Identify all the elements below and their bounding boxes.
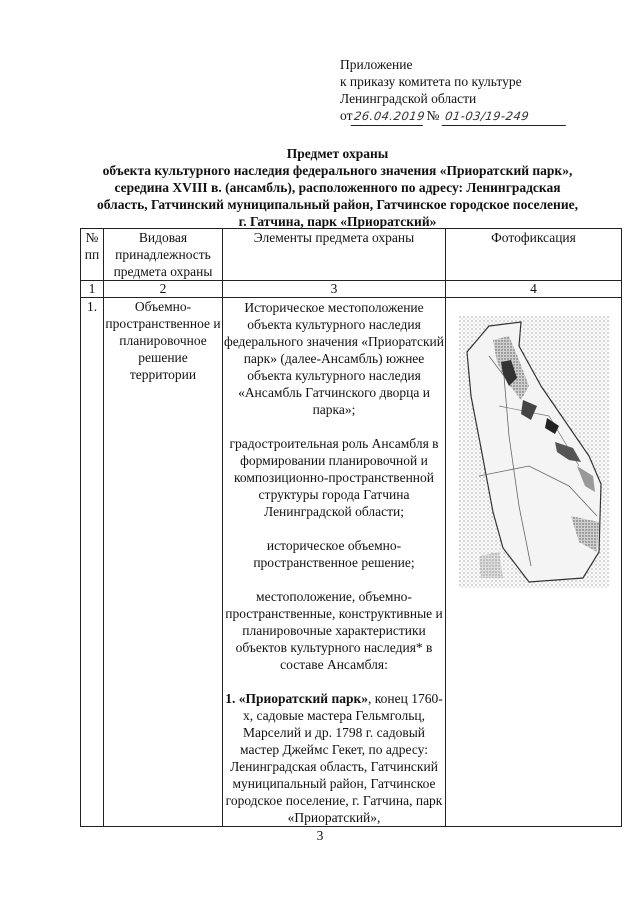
element-p4: местоположение, объемно-пространственные, конструктивные и планировочные характеристики объектов культурного наследия* в составе Ансамбля: — [225, 589, 443, 672]
table-header-row — [81, 229, 622, 281]
number-label: № — [426, 108, 440, 123]
colnum-2: 2 — [104, 281, 223, 298]
header-elements: Элементы предмета охраны — [223, 229, 446, 281]
element-p1: Историческое местоположение объекта культурного наследия федерального значения «Приоратский парк» (далее-Ансамбль) южнее объекта культурного наследия «Ансамбль Гатчинского дворца и парка»; — [224, 300, 444, 417]
table-row — [81, 298, 622, 827]
page-number: 3 — [316, 828, 324, 843]
element-p3: историческое объемно-пространственное решение; — [253, 538, 415, 570]
appendix-line3: Ленинградской области — [340, 91, 477, 106]
title-line3: середина XVIII в. (ансамбль), расположенного по адресу: Ленинградская — [114, 180, 561, 195]
header-type: Видовая принадлежность предмета охраны — [104, 229, 223, 281]
row-elements — [223, 298, 446, 827]
order-date-number — [340, 107, 567, 126]
title-line2: объекта культурного наследия федерального значения «Приоратский парк», — [102, 163, 573, 178]
element-p5 — [223, 690, 445, 826]
colnum-3: 3 — [223, 281, 446, 298]
handwritten-number: 01-03/19-249 — [442, 108, 569, 126]
row-photo — [446, 298, 622, 827]
appendix-line1: Приложение — [340, 57, 413, 72]
row-type: Объемно-пространственное и планировочное решение территории — [104, 298, 223, 827]
element-p5-bold: 1. «Приоратский парк» — [225, 691, 369, 706]
from-label: от — [340, 108, 353, 123]
handwritten-date: 26.04.2019 — [351, 108, 426, 126]
header-photo: Фотофиксация — [446, 229, 622, 281]
title-line1: Предмет охраны — [286, 146, 389, 161]
appendix-line2: к приказу комитета по культуре — [340, 74, 522, 89]
aerial-map-photo-icon — [459, 316, 609, 588]
document-title — [60, 145, 615, 230]
appendix-header — [340, 56, 567, 126]
header-num: № пп — [81, 229, 104, 281]
title-line5: г. Гатчина, парк «Приоратский» — [238, 214, 437, 229]
element-p5-rest: , конец 1760-х, садовые мастера Гельмгольц, Марселий и др. 1798 г. садовый мастер Джеймс Гекет, по адресу: Ленинградская область, Гатчинский муниципальный район, Гатчинское городское поселение, г. Гатчина, парк «Приоратский», — [225, 691, 443, 825]
row-num: 1. — [81, 298, 104, 827]
protection-subject-table — [80, 228, 622, 827]
element-p2: градостроительная роль Ансамбля в формировании планировочной и композиционно-пространственной структуры города Гатчина Ленинградской области; — [229, 436, 439, 519]
table-number-row — [81, 281, 622, 298]
colnum-1: 1 — [81, 281, 104, 298]
title-line4: область, Гатчинский муниципальный район, Гатчинское городское поселение, — [97, 197, 578, 212]
colnum-4: 4 — [446, 281, 622, 298]
